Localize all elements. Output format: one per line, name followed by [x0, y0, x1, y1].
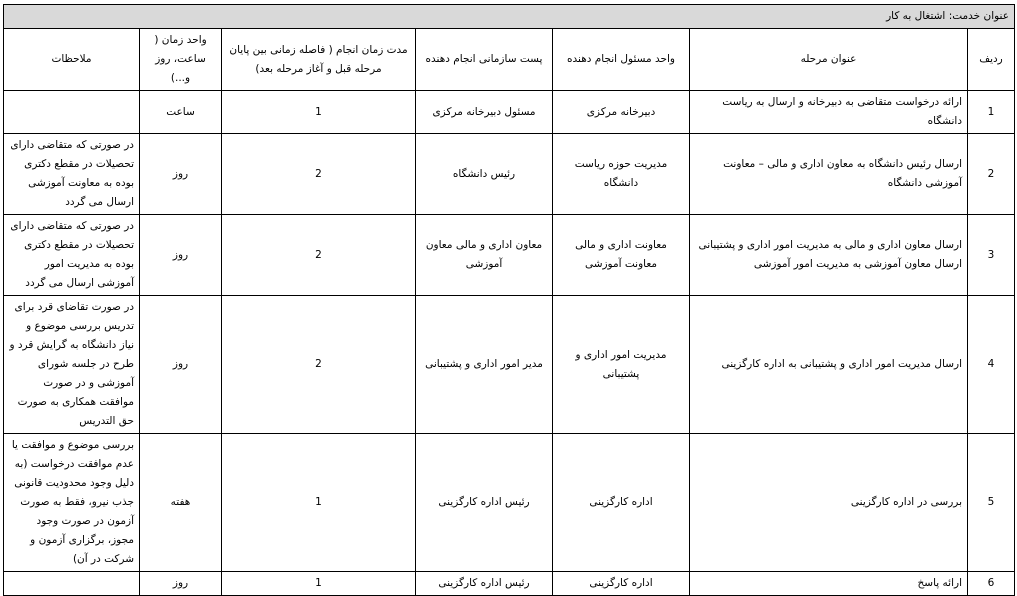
notes: در صورتی که متقاضی دارای تحصیلات در مقطع دکتری بوده به معاونت آموزشی ارسال می گردد	[3, 134, 139, 215]
step-title: ارسال مدیریت امور اداری و پشتیبانی به اداره کارگزینی	[690, 296, 968, 434]
duration: 2	[222, 296, 416, 434]
row-number: 3	[968, 215, 1015, 296]
table-row	[3, 134, 1014, 215]
organizational-post: رئیس اداره کارگزینی	[416, 434, 553, 572]
duration: 1	[222, 434, 416, 572]
header-organizational-post: پست سازمانی انجام دهنده	[416, 29, 553, 91]
duration: 2	[222, 134, 416, 215]
notes: در صورت تقاضای قرد برای تدریس بررسی موضوع و نیاز دانشگاه به گرایش قرد و طرح در جلسه شورای آموزشی و در صورت موافقت همکاری به صورت حق التدریس	[3, 296, 139, 434]
header-row-number: ردیف	[968, 29, 1015, 91]
header-time-unit: واحد زمان ( ساعت، روز و...)	[140, 29, 222, 91]
organizational-post: مسئول دبیرخانه مرکزی	[416, 91, 553, 134]
responsible-unit: معاونت اداری و مالی معاونت آموزشی	[553, 215, 690, 296]
time-unit: روز	[140, 572, 222, 596]
table-row	[3, 215, 1014, 296]
table-header-row	[3, 29, 1014, 91]
responsible-unit: دبیرخانه مرکزی	[553, 91, 690, 134]
time-unit: هفته	[140, 434, 222, 572]
duration: 1	[222, 91, 416, 134]
header-step-title: عنوان مرحله	[690, 29, 968, 91]
organizational-post: رئیس اداره کارگزینی	[416, 572, 553, 596]
time-unit: روز	[140, 296, 222, 434]
organizational-post: رئیس دانشگاه	[416, 134, 553, 215]
notes: در صورتی که متقاضی دارای تحصیلات در مقطع دکتری بوده به مدیریت امور آموزشی ارسال می گردد	[3, 215, 139, 296]
header-responsible-unit: واحد مسئول انجام دهنده	[553, 29, 690, 91]
row-number: 4	[968, 296, 1015, 434]
row-number: 1	[968, 91, 1015, 134]
time-unit: روز	[140, 215, 222, 296]
row-number: 6	[968, 572, 1015, 596]
header-duration: مدت زمان انجام ( فاصله زمانی بین پایان مرحله قبل و آغاز مرحله بعد)	[222, 29, 416, 91]
responsible-unit: اداره کارگزینی	[553, 572, 690, 596]
service-title-row	[3, 5, 1014, 29]
step-title: ارائه درخواست متقاضی به دبیرخانه و ارسال به ریاست دانشگاه	[690, 91, 968, 134]
service-process-document	[4, 4, 1015, 596]
service-title: عنوان خدمت: اشتغال به کار	[3, 5, 1014, 29]
time-unit: روز	[140, 134, 222, 215]
notes: بررسی موضوع و موافقت یا عدم موافقت درخواست (به دلیل وجود محدودیت قانونی جذب نیرو، فقط به صورت آزمون در صورت وجود مجوز، برگزاری آزمون و شرکت در آن)	[3, 434, 139, 572]
responsible-unit: مدیریت حوزه ریاست دانشگاه	[553, 134, 690, 215]
notes	[3, 572, 139, 596]
table-row	[3, 296, 1014, 434]
step-title: ارسال رئیس دانشگاه به معاون اداری و مالی – معاونت آموزشی دانشگاه	[690, 134, 968, 215]
table-row	[3, 91, 1014, 134]
row-number: 5	[968, 434, 1015, 572]
step-title: ارائه پاسخ	[690, 572, 968, 596]
time-unit: ساعت	[140, 91, 222, 134]
responsible-unit: اداره کارگزینی	[553, 434, 690, 572]
row-number: 2	[968, 134, 1015, 215]
duration: 2	[222, 215, 416, 296]
organizational-post: مدیر امور اداری و پشتیبانی	[416, 296, 553, 434]
table-row	[3, 572, 1014, 596]
responsible-unit: مدیریت امور اداری و پشتیبانی	[553, 296, 690, 434]
service-steps-table	[3, 4, 1015, 596]
duration: 1	[222, 572, 416, 596]
organizational-post: معاون اداری و مالی معاون آموزشی	[416, 215, 553, 296]
step-title: بررسی در اداره کارگزینی	[690, 434, 968, 572]
table-row	[3, 434, 1014, 572]
header-notes: ملاحظات	[3, 29, 139, 91]
step-title: ارسال معاون اداری و مالی به مدیریت امور اداری و پشتیبانی ارسال معاون آموزشی به مدیریت امور آموزشی	[690, 215, 968, 296]
notes	[3, 91, 139, 134]
